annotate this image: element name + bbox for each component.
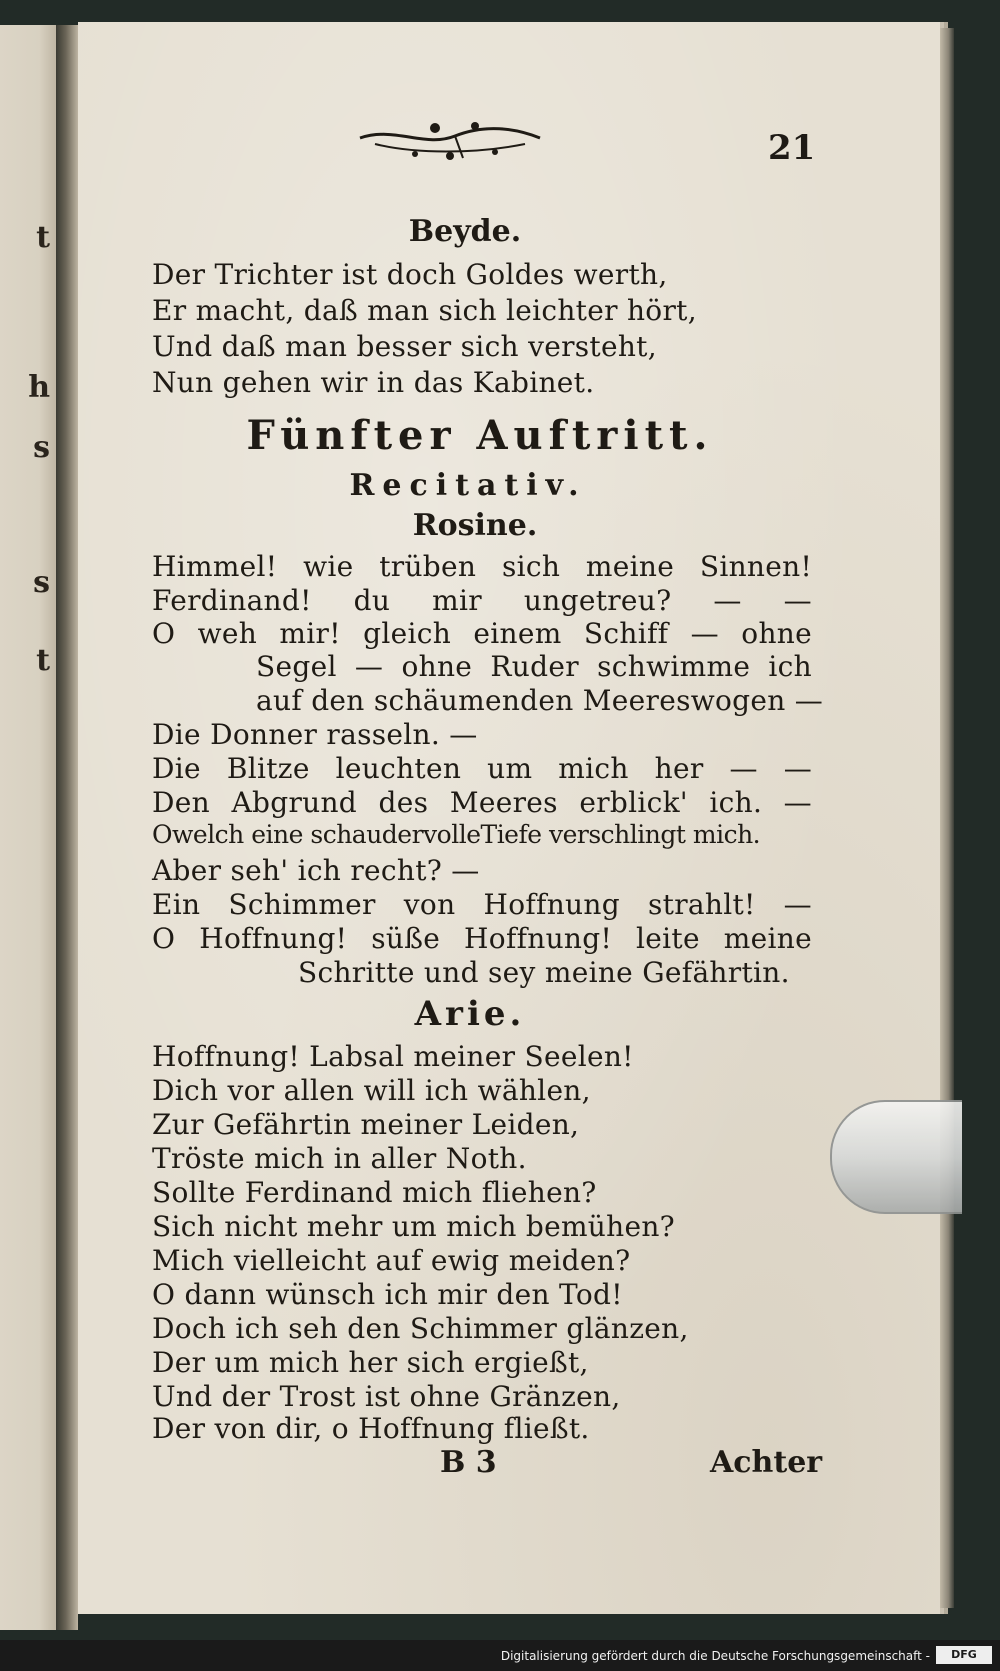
- left-page-fragment: t: [36, 220, 50, 255]
- left-page-fragment: s: [33, 565, 50, 600]
- recitativ-line: auf den schäumenden Meereswogen —: [256, 684, 824, 717]
- funding-credit: Digitalisierung gefördert durch die Deutsche Forschungsgemeinschaft -: [500, 1649, 930, 1663]
- speaker-heading-beyde: Beyde.: [408, 214, 522, 249]
- speaker-heading-rosine: Rosine.: [412, 508, 538, 543]
- left-page-fragment: s: [33, 430, 50, 465]
- recitativ-line: O weh mir! gleich einem Schiff — ohne: [152, 617, 812, 650]
- signature-mark: B 3: [440, 1445, 497, 1480]
- book-gutter: [56, 25, 78, 1630]
- arie-line: Dich vor allen will ich wählen,: [152, 1074, 591, 1107]
- recitativ-line: Schritte und sey meine Gefährtin.: [298, 956, 790, 989]
- arie-line: Der von dir, o Hoffnung fließt.: [152, 1412, 590, 1445]
- arie-line: Der um mich her sich ergießt,: [152, 1346, 589, 1379]
- arie-line: O dann wünsch ich mir den Tod!: [152, 1278, 623, 1311]
- recitativ-line: Segel — ohne Ruder schwimme ich: [256, 650, 812, 683]
- section-heading-recitativ: Recitativ.: [349, 468, 587, 503]
- left-page-fragment: t: [36, 643, 50, 678]
- recitativ-line: Ferdinand! du mir ungetreu? — —: [152, 584, 812, 617]
- arie-line: Hoffnung! Labsal meiner Seelen!: [152, 1040, 634, 1073]
- section-heading-arie: Arie.: [414, 994, 526, 1034]
- arie-line: Mich vielleicht auf ewig meiden?: [152, 1244, 631, 1277]
- scene-heading: Fünfter Auftritt.: [246, 412, 714, 459]
- verse-line: Er macht, daß man sich leichter hört,: [152, 294, 697, 327]
- arie-line: Und der Trost ist ohne Gränzen,: [152, 1380, 621, 1413]
- left-page-fragment: h: [28, 370, 50, 405]
- recitativ-line: Die Blitze leuchten um mich her — —: [152, 752, 812, 785]
- page-stack-edge: [940, 28, 954, 1608]
- dfg-logo: DFG: [936, 1646, 992, 1664]
- recitativ-line: Ein Schimmer von Hoffnung strahlt! —: [152, 888, 812, 921]
- recitativ-line: Owelch eine schaudervolleTiefe verschlingt mich.: [152, 820, 761, 849]
- verse-line: Der Trichter ist doch Goldes werth,: [152, 258, 668, 291]
- recitativ-line: Aber seh' ich recht? —: [152, 854, 480, 887]
- verse-line: Und daß man besser sich versteht,: [152, 330, 657, 363]
- arie-line: Doch ich seh den Schimmer glänzen,: [152, 1312, 689, 1345]
- page-number: 21: [768, 128, 816, 168]
- page-clip-tab: [830, 1100, 962, 1214]
- arie-line: Tröste mich in aller Noth.: [152, 1142, 527, 1175]
- catchword: Achter: [710, 1445, 823, 1480]
- left-page-edge: [0, 25, 56, 1630]
- arie-line: Sollte Ferdinand mich fliehen?: [152, 1176, 597, 1209]
- recitativ-line: Die Donner rasseln. —: [152, 718, 478, 751]
- verse-line: Nun gehen wir in das Kabinet.: [152, 366, 595, 399]
- recitativ-line: Himmel! wie trüben sich meine Sinnen!: [152, 550, 812, 583]
- ornament-vignette: [355, 118, 545, 166]
- recitativ-line: O Hoffnung! süße Hoffnung! leite meine: [152, 922, 812, 955]
- recitativ-line: Den Abgrund des Meeres erblick' ich. —: [152, 786, 812, 819]
- arie-line: Zur Gefährtin meiner Leiden,: [152, 1108, 580, 1141]
- arie-line: Sich nicht mehr um mich bemühen?: [152, 1210, 675, 1243]
